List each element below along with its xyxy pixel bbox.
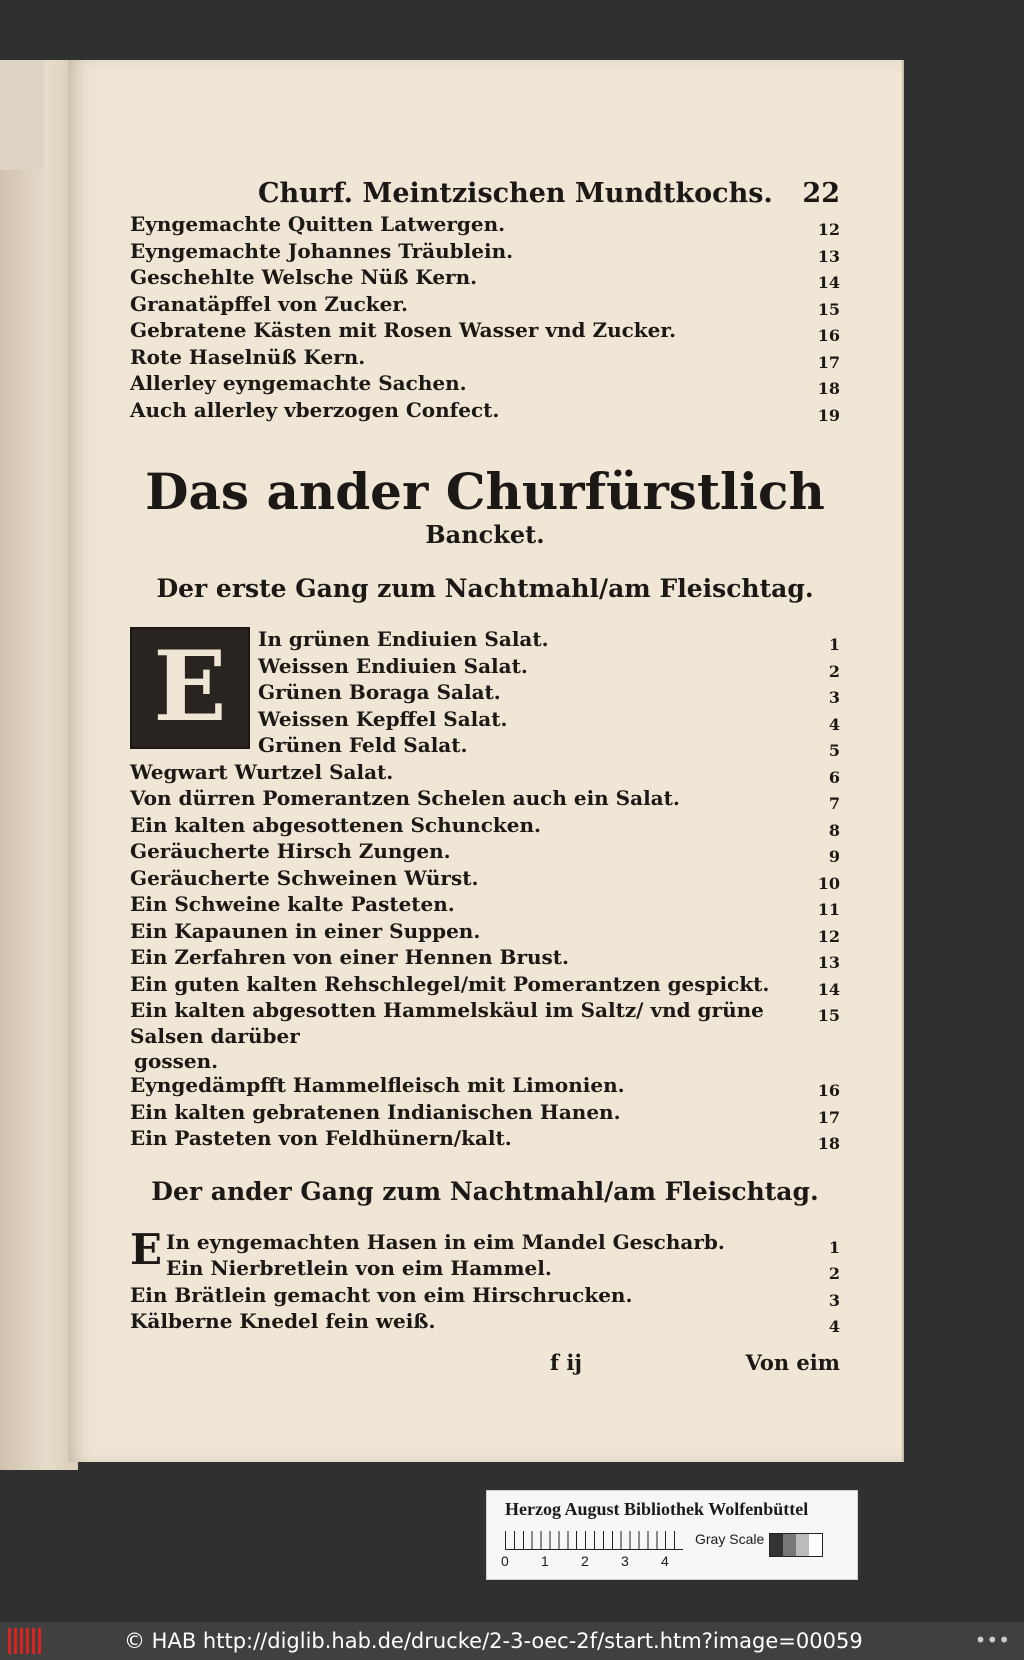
- list-item: [130, 292, 840, 319]
- list-item: [130, 318, 840, 345]
- item-text: Geschehlte Welsche Nüß Kern.: [130, 265, 478, 289]
- viewer-footer-bar: [0, 1622, 1024, 1660]
- item-number: 1: [828, 635, 840, 654]
- list-item: [130, 786, 840, 813]
- running-header: [130, 178, 840, 212]
- item-text: Geräucherte Hirsch Zungen.: [130, 839, 451, 863]
- item-text: Ein Nierbretlein von eim Hammel.: [166, 1256, 552, 1280]
- list-item: [258, 733, 840, 760]
- list-item: [130, 1126, 840, 1153]
- item-text: Ein Brätlein gemacht von eim Hirschrucken.: [130, 1282, 633, 1307]
- list-item: [130, 945, 840, 972]
- source-url[interactable]: © HAB http://diglib.hab.de/drucke/2-3-oec-2f/start.htm?image=00059: [124, 1629, 863, 1653]
- list-item: [130, 212, 840, 239]
- item-number: 18: [817, 379, 840, 398]
- item-text: Ein kalten abgesotten Hammelskäul im Saltz/ vnd grüne Salsen darüber: [130, 998, 764, 1048]
- item-number: 16: [817, 1081, 840, 1100]
- list-item: [130, 866, 840, 893]
- item-number: 14: [817, 273, 840, 292]
- header-title: Churf. Meintzischen Mundtkochs.: [258, 178, 773, 209]
- item-number: 8: [828, 820, 840, 840]
- list-item: [166, 1230, 840, 1257]
- item-text: Gebratene Kästen mit Rosen Wasser vnd Zucker.: [130, 318, 677, 342]
- list-item: [130, 1309, 840, 1336]
- section-heading-first-course: Der erste Gang zum Nachtmahl/am Fleischtag.: [156, 574, 814, 603]
- item-number: 6: [828, 767, 840, 787]
- item-text: Geräucherte Schweinen Würst.: [130, 865, 479, 890]
- list-item: [130, 760, 840, 787]
- item-text: Ein Schweine kalte Pasteten.: [130, 892, 455, 916]
- list-item: [166, 1256, 840, 1283]
- banquet-subtitle: Bancket.: [425, 520, 545, 549]
- item-text: Eyngedämpfft Hammelfleisch mit Limonien.: [130, 1073, 625, 1097]
- item-text: Ein guten kalten Rehschlegel/mit Pomerantzen gespickt.: [130, 971, 770, 996]
- ruler-tick-label: 2: [581, 1553, 589, 1569]
- page-footer: [130, 1350, 840, 1384]
- hab-logo-icon[interactable]: [8, 1628, 44, 1654]
- item-text: In grünen Endiuien Salat.: [258, 627, 549, 651]
- item-text: Rote Haselnüß Kern.: [130, 344, 366, 369]
- item-number: 18: [817, 1134, 840, 1153]
- item-continuation: gossen.: [134, 1049, 219, 1073]
- list-item: [130, 1073, 840, 1100]
- list-item: [130, 345, 840, 372]
- item-number: 19: [817, 405, 840, 425]
- item-number: 9: [828, 847, 840, 866]
- item-number: 10: [817, 873, 840, 893]
- item-number: 14: [817, 979, 840, 999]
- list-item: [258, 680, 840, 707]
- ruler-tick-label: 3: [621, 1553, 629, 1569]
- item-number: 17: [817, 1107, 840, 1127]
- gray-scale-label: Gray Scale: [695, 1531, 765, 1547]
- decorated-initial: E: [130, 627, 250, 749]
- item-number: 4: [828, 714, 840, 734]
- list-item: [130, 972, 840, 999]
- item-number: 4: [828, 1317, 840, 1336]
- list-item: [130, 398, 840, 425]
- list-item: [130, 1283, 840, 1310]
- initial-lines: [258, 627, 840, 760]
- item-text: Granatäpffel von Zucker.: [130, 291, 408, 316]
- item-text: Von dürren Pomerantzen Schelen auch ein Salat.: [130, 786, 680, 810]
- list-item: [130, 919, 840, 946]
- library-name: Herzog August Bibliothek Wolfenbüttel: [505, 1499, 809, 1519]
- item-text: Eyngemachte Quitten Latwergen.: [130, 212, 506, 236]
- item-number: 13: [817, 246, 840, 266]
- item-number: 1: [828, 1237, 840, 1257]
- list-item: [130, 1100, 840, 1127]
- gray-swatches: [769, 1533, 823, 1557]
- item-text: Ein Kapaunen in einer Suppen.: [130, 918, 481, 943]
- list-item: [130, 892, 840, 919]
- item-number: 3: [828, 688, 840, 707]
- item-text: Weissen Kepffel Salat.: [258, 706, 508, 731]
- page-number: 22: [802, 178, 840, 209]
- item-number: 15: [817, 299, 840, 319]
- catchword: Von eim: [745, 1349, 840, 1375]
- item-text: Allerley eyngemachte Sachen.: [130, 371, 467, 395]
- item-text: Ein kalten gebratenen Indianischen Hanen.: [130, 1099, 621, 1124]
- small-initial: E: [130, 1224, 163, 1274]
- signature-mark: f ij: [550, 1349, 582, 1375]
- scale-ruler: [505, 1531, 683, 1550]
- banquet-title: Das ander Churfürstlich: [145, 462, 825, 521]
- book-page: [68, 60, 902, 1462]
- ruler-tick-label: 4: [661, 1553, 669, 1569]
- section-heading-second-course: Der ander Gang zum Nachtmahl/am Fleischtag.: [151, 1176, 819, 1206]
- list-item: [258, 654, 840, 681]
- list-item: [258, 627, 840, 654]
- item-text: Eyngemachte Johannes Träublein.: [130, 238, 514, 263]
- ruler-tick-label: 1: [541, 1553, 549, 1569]
- item-text: Wegwart Wurtzel Salat.: [130, 759, 394, 784]
- item-number: 5: [828, 741, 840, 760]
- item-text: Grünen Boraga Salat.: [258, 680, 501, 704]
- item-number: 3: [828, 1290, 840, 1310]
- item-number: 13: [817, 953, 840, 972]
- item-number: 11: [817, 900, 840, 919]
- item-text: Ein Pasteten von Feldhünern/kalt.: [130, 1126, 512, 1150]
- gray-scale-card: [486, 1490, 858, 1580]
- ruler-tick-label: 0: [501, 1553, 509, 1569]
- list-item: [130, 265, 840, 292]
- left-facing-page: [0, 60, 78, 1470]
- item-number: 12: [817, 926, 840, 946]
- list-item: [130, 839, 840, 866]
- list-top: [130, 212, 840, 424]
- item-text: In eyngemachten Hasen in eim Mandel Gescharb.: [166, 1229, 725, 1254]
- ruler-labels: [501, 1553, 701, 1569]
- item-number: 17: [817, 352, 840, 372]
- item-number: 2: [828, 1264, 840, 1283]
- page-text: [130, 178, 840, 1384]
- left-page-edge: [0, 60, 44, 170]
- item-text: Ein kalten abgesottenen Schuncken.: [130, 812, 541, 837]
- item-text: Grünen Feld Salat.: [258, 733, 468, 757]
- more-options-icon[interactable]: •••: [974, 1628, 1010, 1652]
- item-text: Kälberne Knedel fein weiß.: [130, 1309, 436, 1333]
- list-item: [130, 813, 840, 840]
- item-text: Weissen Endiuien Salat.: [258, 653, 528, 678]
- item-number: 16: [817, 326, 840, 345]
- decorated-initial-block: [130, 627, 840, 760]
- item-number: 15: [817, 1006, 840, 1025]
- second-course-list: [130, 1224, 840, 1336]
- list-item: [130, 371, 840, 398]
- list-item: [130, 998, 840, 1049]
- item-text: Ein Zerfahren von einer Hennen Brust.: [130, 945, 570, 969]
- item-number: 2: [828, 661, 840, 681]
- list-item: [258, 707, 840, 734]
- item-number: 12: [817, 220, 840, 239]
- item-number: 7: [828, 794, 840, 813]
- item-text: Auch allerley vberzogen Confect.: [130, 397, 500, 422]
- first-course-list: [130, 760, 840, 1153]
- list-item: [130, 239, 840, 266]
